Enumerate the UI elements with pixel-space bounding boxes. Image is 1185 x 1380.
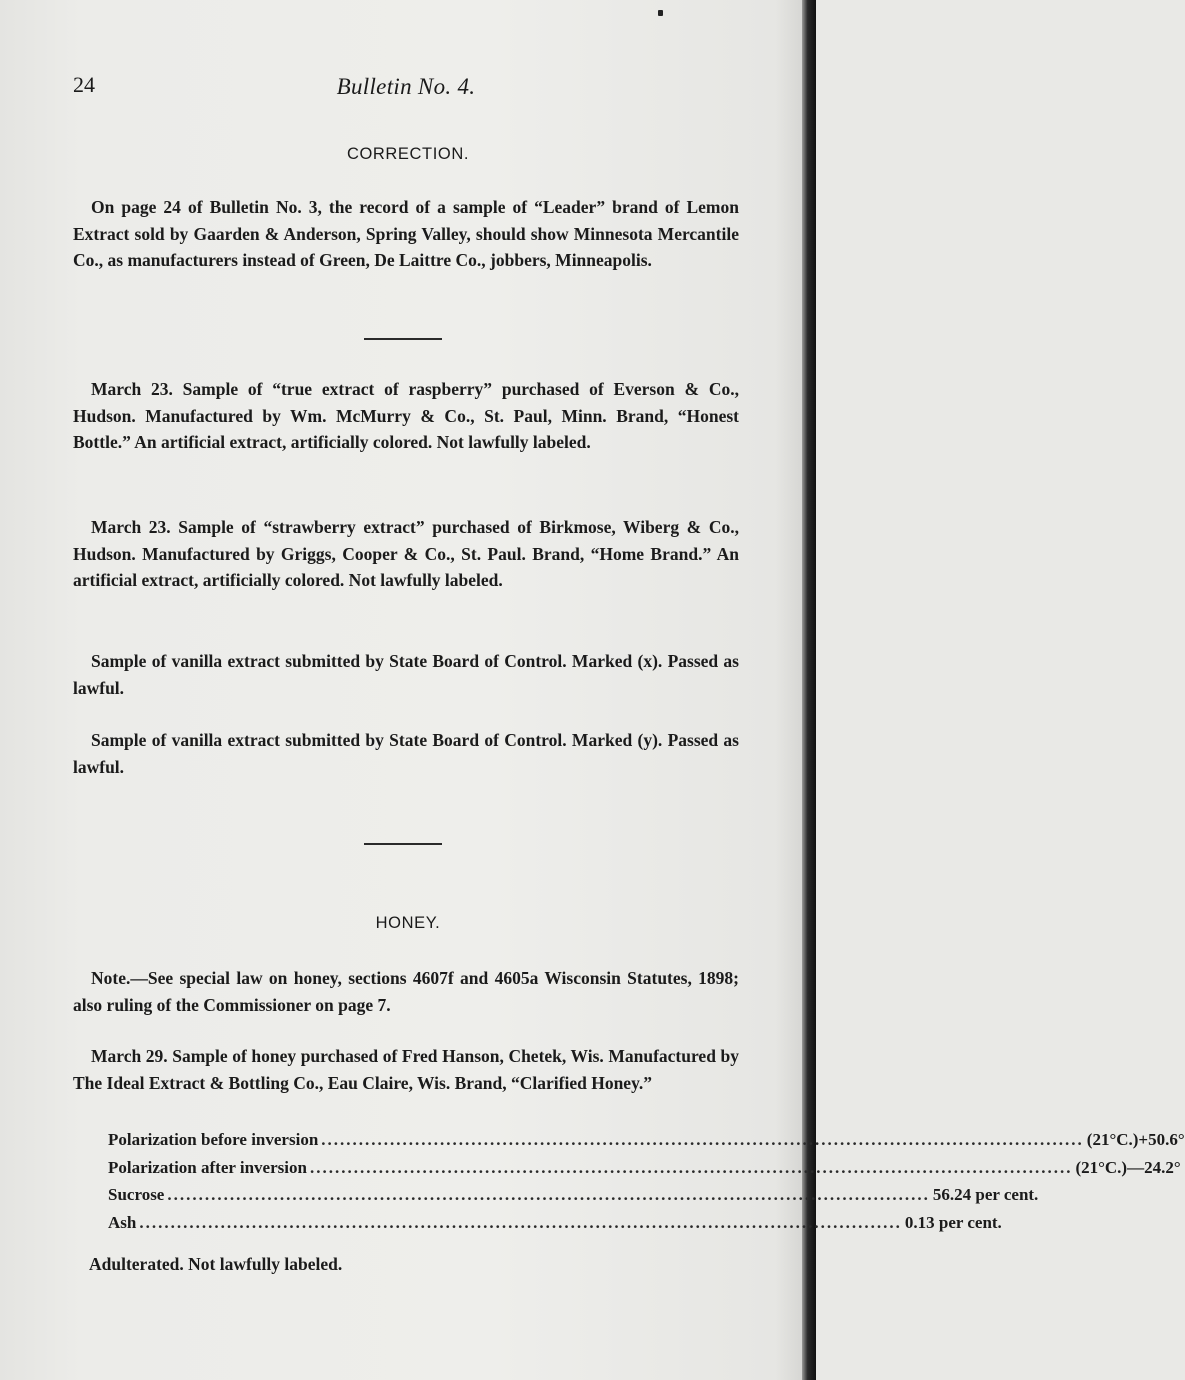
analysis-row [108, 1181, 1039, 1209]
correction-body: On page 24 of Bulletin No. 3, the record of a sample of “Leader” brand of Lemon Extract sold by Gaarden & Anderson, Spring Valley, should show Minnesota Mercantile Co., as manufacturers instead of Green, De Laittre Co., jobbers, Minneapolis. [73, 197, 739, 270]
entry-vanilla-x [73, 648, 739, 701]
leader-dots: .......................................................................................................................... [321, 1130, 1084, 1149]
analysis-value: 56.24 per cent. [932, 1185, 1039, 1204]
analysis-value: (21°C.)+50.6° [1086, 1130, 1185, 1149]
section-divider [364, 843, 442, 845]
entry-text: Sample of vanilla extract submitted by State Board of Control. Marked (y). Passed as lawful. [73, 730, 739, 777]
analysis-label: Polarization after inversion [108, 1157, 307, 1177]
analysis-row [108, 1126, 1185, 1154]
correction-heading: CORRECTION. [346, 145, 470, 163]
analysis-label: Sucrose [108, 1185, 165, 1204]
page-number: 24 [73, 72, 95, 97]
honey-entry-text: March 29. Sample of honey purchased of Fred Hanson, Chetek, Wis. Manufactured by The Ideal Extract & Bottling Co., Eau Claire, Wis. Brand, “Clarified Honey.” [73, 1046, 739, 1093]
analysis-row [108, 1209, 1002, 1237]
honey-note-text: Note.—See special law on honey, sections 4607f and 4605a Wisconsin Statutes, 1898; also ruling of the Commissioner on page 7. [73, 968, 739, 1015]
honey-verdict: Adulterated. Not lawfully labeled. [89, 1254, 343, 1274]
leader-dots: .......................................................................................................................... [167, 1185, 930, 1204]
analysis-label: Ash [108, 1212, 137, 1232]
analysis-value: 0.13 per cent. [904, 1212, 1002, 1232]
analysis-value: (21°C.)—24.2° [1075, 1157, 1181, 1177]
section-divider [364, 338, 442, 340]
honey-entry [73, 1043, 739, 1096]
entry-vanilla-y [73, 727, 739, 780]
entry-text: March 23. Sample of “strawberry extract” purchased of Birkmose, Wiberg & Co., Hudson. Manufactured by Griggs, Cooper & Co., St. Paul. Brand, “Home Brand.” An artificial extract, artificially colored. Not lawfully labeled. [73, 517, 739, 590]
running-title: Bulletin No. 4. [336, 74, 476, 99]
entry-raspberry [73, 376, 739, 456]
ink-spot [658, 10, 663, 16]
honey-heading: HONEY. [375, 914, 441, 932]
leader-dots: .......................................................................................................................... [139, 1212, 902, 1232]
entry-strawberry [73, 514, 739, 594]
leader-dots: .......................................................................................................................... [309, 1157, 1073, 1177]
correction-text [73, 194, 739, 274]
analysis-row [108, 1154, 1181, 1182]
honey-note [73, 965, 739, 1018]
honey-analysis-table [108, 1126, 1185, 1236]
entry-text: Sample of vanilla extract submitted by State Board of Control. Marked (x). Passed as lawful. [73, 651, 739, 698]
page-header [73, 72, 739, 106]
entry-text: March 23. Sample of “true extract of raspberry” purchased of Everson & Co., Hudson. Manufactured by Wm. McMurry & Co., St. Paul, Minn. Brand, “Honest Bottle.” An artificial extract, artificially colored. Not lawfully labeled. [73, 379, 739, 452]
analysis-label: Polarization before inversion [108, 1130, 319, 1149]
